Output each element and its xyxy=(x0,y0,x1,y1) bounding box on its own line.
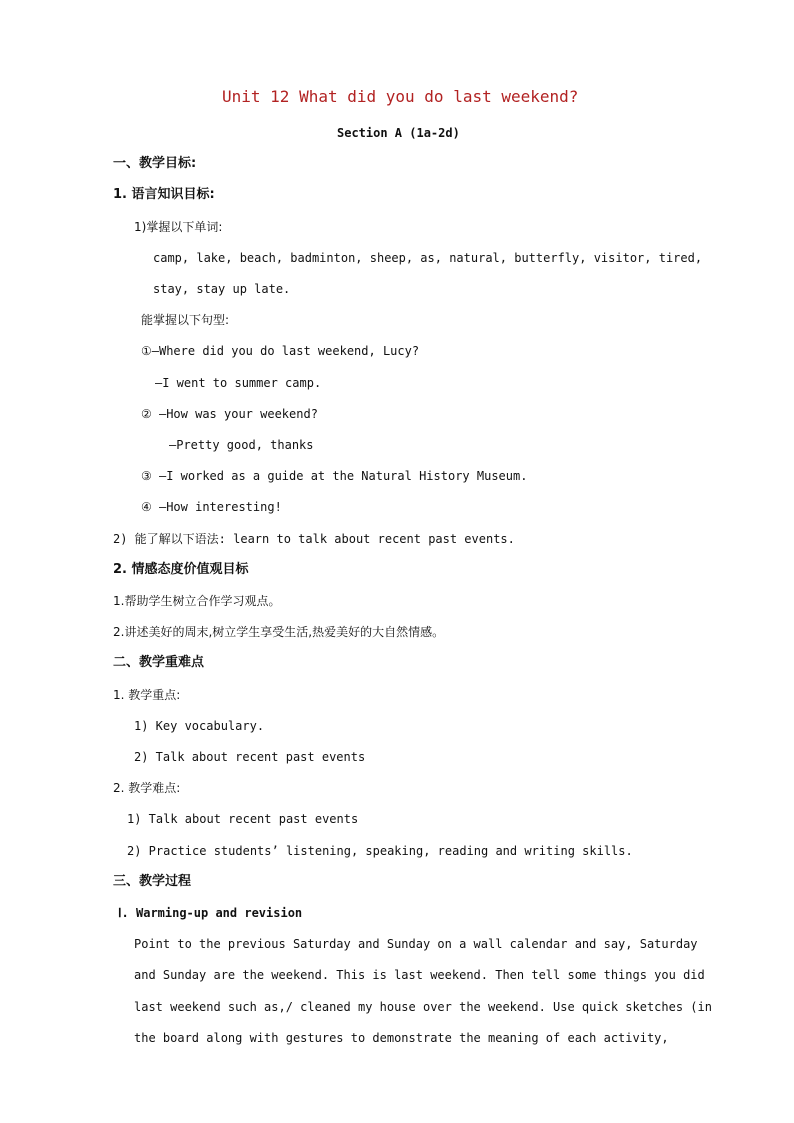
paragraph-line: and Sunday are the weekend. This is last weekend. Then tell some things you did xyxy=(134,968,705,982)
step-1-heading: Ⅰ. Warming-up and revision xyxy=(118,906,303,920)
key-point-2: 2) Talk about recent past events xyxy=(134,750,366,764)
pattern-2-question: ② —How was your weekend? xyxy=(141,407,318,421)
section-3-heading: 三、教学过程 xyxy=(113,874,192,889)
section-1-heading: 一、教学目标: xyxy=(113,156,197,171)
words-line-2: stay, stay up late. xyxy=(153,282,291,296)
paragraph-line: the board along with gestures to demonstrate the meaning of each activity, xyxy=(134,1031,669,1045)
pattern-3: ③ —I worked as a guide at the Natural History Museum. xyxy=(141,469,528,483)
emotion-goal-1: 1.帮助学生树立合作学习观点。 xyxy=(113,594,281,608)
section-1-2-heading: 2. 情感态度价值观目标 xyxy=(113,562,249,577)
pattern-2-answer: —Pretty good, thanks xyxy=(169,438,314,452)
grammar-goal: 2) 能了解以下语法: learn to talk about recent past events. xyxy=(113,532,515,546)
difficult-points-heading: 2. 教学难点: xyxy=(113,781,181,795)
patterns-intro: 能掌握以下句型: xyxy=(141,313,230,327)
words-intro: 1)掌握以下单词: xyxy=(134,220,223,234)
doc-title: Unit 12 What did you do last weekend? xyxy=(222,87,579,106)
key-point-1: 1) Key vocabulary. xyxy=(134,719,265,733)
pattern-1-question: ①—Where did you do last weekend, Lucy? xyxy=(141,344,420,358)
emotion-goal-2: 2.讲述美好的周末,树立学生享受生活,热爱美好的大自然情感。 xyxy=(113,625,445,639)
pattern-1-answer: —I went to summer camp. xyxy=(155,376,322,390)
difficult-point-1: 1) Talk about recent past events xyxy=(127,812,359,826)
doc-subtitle: Section A (1a-2d) xyxy=(337,126,460,140)
paragraph-line: last weekend such as,/ cleaned my house over the weekend. Use quick sketches (in xyxy=(134,1000,712,1014)
paragraph-line: Point to the previous Saturday and Sunday on a wall calendar and say, Saturday xyxy=(134,937,698,951)
section-1-1-heading: 1. 语言知识目标: xyxy=(113,187,215,202)
difficult-point-2: 2) Practice students’ listening, speaking, reading and writing skills. xyxy=(127,844,633,858)
section-2-heading: 二、教学重难点 xyxy=(113,655,205,670)
key-points-heading: 1. 教学重点: xyxy=(113,688,181,702)
words-line-1: camp, lake, beach, badminton, sheep, as, natural, butterfly, visitor, tired, xyxy=(153,251,703,265)
pattern-4: ④ —How interesting! xyxy=(141,500,282,514)
